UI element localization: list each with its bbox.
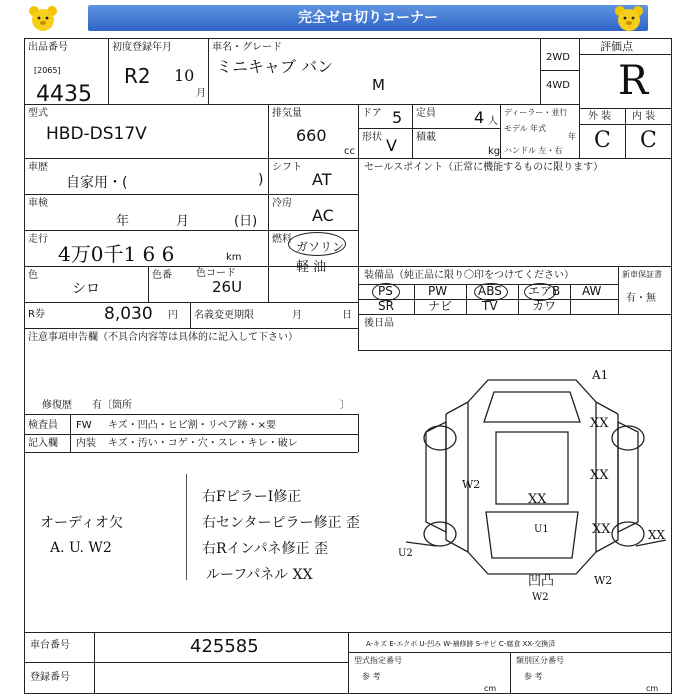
registration-era: R2 <box>124 64 151 88</box>
aircon-value: AC <box>312 206 334 225</box>
color-code: 26U <box>212 278 243 296</box>
airbag-circle-mark <box>524 283 556 301</box>
note-r4: ルーフパネル XX <box>206 567 313 583</box>
4wd-label: 4WD <box>546 80 570 91</box>
2wd-label: 2WD <box>546 52 570 63</box>
mileage-label: 走行 <box>28 234 48 245</box>
registration-label: 登録番号 <box>30 672 70 683</box>
diagram-label-dent: 凹凸 <box>528 574 555 589</box>
equip-aw: AW <box>582 284 602 298</box>
note-r3: 右Rインパネ修正 歪 <box>202 541 329 557</box>
equip-sr: SR <box>378 299 394 313</box>
recycle-value: 8,030 <box>104 304 153 324</box>
inspector-label: 検査員 <box>28 420 58 431</box>
diagram-label-w2c: W2 <box>532 592 549 603</box>
deadline-month: 月 <box>292 310 302 321</box>
fuel-circle-mark <box>288 232 346 256</box>
reference-label: 参 考 <box>362 672 381 681</box>
chassis-label: 車台番号 <box>30 640 70 651</box>
registration-month: 10 <box>174 66 195 85</box>
repair-close: 〕 <box>340 400 350 411</box>
reference-label-2: 参 考 <box>524 672 543 681</box>
interior-label: 内 装 <box>632 111 656 122</box>
diagram-label-xx3: XX <box>528 492 547 507</box>
banner-title: 完全ゼロ切りコーナー <box>88 5 648 31</box>
note-audio: オーディオ欠 <box>40 515 123 531</box>
cm-unit-2: cm <box>646 684 659 693</box>
car-name: ミニキャブ バン <box>216 57 334 76</box>
inspection-month: 月 <box>176 214 190 229</box>
doors-value: 5 <box>392 108 403 127</box>
month-unit: 月 <box>196 88 206 99</box>
grade: M <box>372 76 385 94</box>
note-codes: A. U. W2 <box>50 540 112 556</box>
score-label: 評価点 <box>600 40 633 53</box>
model-code: HBD-DS17V <box>46 124 147 144</box>
deadline-day: 日 <box>342 310 352 321</box>
note-divider <box>186 474 187 580</box>
person-unit: 人 <box>488 116 498 127</box>
deadline-label: 名義変更期限 <box>194 310 254 321</box>
color-code-label: 色コード <box>196 268 236 279</box>
repair-history: 修復歴 有〔箇所 <box>42 400 132 411</box>
capacity-value: 4 <box>474 108 485 127</box>
type-id-label: 型式指定番号 <box>354 656 402 665</box>
diagram-label-u2: U2 <box>398 548 413 559</box>
score-value: R <box>618 58 649 104</box>
equip-ps: PS <box>378 284 393 298</box>
model-label: 型式 <box>28 108 48 119</box>
equip-pw: PW <box>428 284 448 298</box>
interior-grade: C <box>640 128 657 153</box>
shape-value: V <box>386 136 397 155</box>
equip-leather: カワ <box>532 299 557 313</box>
handle-label: ハンドル 左・右 <box>504 146 563 155</box>
equip-tv: TV <box>482 299 498 313</box>
history-close: ) <box>258 172 264 188</box>
exterior-label: 外 装 <box>588 111 612 122</box>
load-label: 積載 <box>416 132 436 143</box>
history-label: 車歴 <box>28 162 48 173</box>
shift-value: AT <box>312 170 332 189</box>
kg-unit: kg <box>488 146 501 157</box>
equip-airbag: エアB <box>528 284 561 298</box>
color-number-label: 色番 <box>152 270 172 281</box>
aircon-label: 冷房 <box>272 198 292 209</box>
sales-point-label: セールスポイント（正常に機能するものに限ります） <box>364 162 604 173</box>
mileage-value: 4万0千1 6 6 <box>58 242 175 266</box>
note-r1: 右FピラーI修正 <box>202 489 302 505</box>
ps-circle-mark <box>372 283 400 301</box>
note-r2: 右センターピラー修正 歪 <box>202 515 360 531</box>
km-unit: km <box>226 252 242 263</box>
fw-label: FW <box>76 420 92 431</box>
category-label: 類別区分番号 <box>516 656 564 665</box>
fuel-diesel: 軽 油 <box>296 260 327 275</box>
cc-unit: cc <box>344 146 355 157</box>
interior-entry-label: 内装 <box>76 438 96 449</box>
year-unit: 年 <box>568 132 576 141</box>
diagram-label-u1: U1 <box>534 524 549 535</box>
capacity-label: 定員 <box>416 108 436 119</box>
displacement-value: 660 <box>296 126 327 145</box>
exterior-grade: C <box>594 128 611 153</box>
diagram-label-xx4: XX <box>592 522 611 537</box>
car-name-label: 車名・グレード <box>212 42 282 53</box>
history-value: 自家用・( <box>66 175 128 191</box>
inspector-line1: キズ・凹凸・ヒビ割・リペア跡・×要 <box>108 420 276 431</box>
rear-items-label: 後日品 <box>364 318 394 329</box>
diagram-label-w2a: W2 <box>462 478 481 491</box>
equipment-label: 装備品（純正品に限り〇印をつけてください） <box>364 270 574 281</box>
diagram-label-xx5: XX <box>648 528 666 542</box>
diagram-label-w2b: W2 <box>594 574 613 587</box>
entry-label: 記入欄 <box>28 438 58 449</box>
fuel-label: 燃料 <box>272 234 292 245</box>
warranty-value: 有・無 <box>626 293 656 304</box>
color-value: シロ <box>72 281 100 297</box>
lot-number-label: 出品番号 <box>28 42 68 53</box>
first-registration-label: 初度登録年月 <box>112 42 172 53</box>
abs-circle-mark <box>474 283 508 301</box>
chassis-number: 425585 <box>190 636 259 657</box>
notes-label: 注意事項申告欄（不具合内容等は具体的に記入して下さい） <box>28 332 298 343</box>
lot-sub: [2065] <box>34 66 61 75</box>
inspection-year: 年 <box>116 214 130 229</box>
color-label: 色 <box>28 270 38 281</box>
diagram-label-xx2: XX <box>590 468 609 483</box>
bear-mascot-icon <box>26 4 60 32</box>
equip-navi: ナビ <box>428 299 453 313</box>
yen-unit: 円 <box>168 310 178 321</box>
warranty-label: 新車保証書 <box>622 270 662 279</box>
model-year-label: モデル 年式 <box>504 124 547 133</box>
inspector-line2: キズ・汚い・コゲ・穴・スレ・キレ・破レ <box>108 438 298 449</box>
shape-label: 形状 <box>362 132 382 143</box>
diagram-label-a1: A1 <box>592 368 609 382</box>
doors-label: ドア <box>362 108 382 119</box>
dealer-label: ディーラー・並行 <box>504 108 568 117</box>
cm-unit: cm <box>484 684 497 693</box>
damage-legend: A-キズ E-エクボ U-凹み W-補修跡 S-サビ C-腐食 XX-交換済 <box>366 640 556 648</box>
recycle-label: R券 <box>28 309 45 320</box>
inspection-day: (日) <box>234 214 258 229</box>
displacement-label: 排気量 <box>272 108 302 119</box>
shift-label: シフト <box>272 162 302 173</box>
inspection-label: 車検 <box>28 198 48 209</box>
fuel-gasoline: ガソリン <box>296 240 345 254</box>
bear-mascot-icon <box>612 4 646 32</box>
equip-abs: ABS <box>478 284 502 298</box>
lot-number: 4435 <box>36 82 92 107</box>
diagram-label-xx1: XX <box>590 416 609 431</box>
